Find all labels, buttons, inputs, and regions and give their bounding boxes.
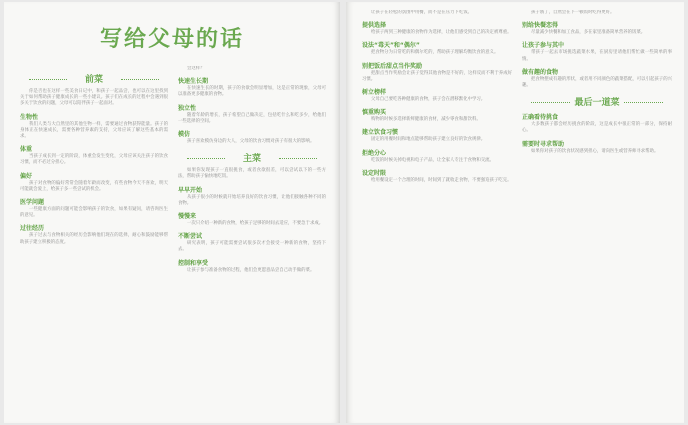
section-heading: 最后一道菜 [522, 95, 672, 108]
paragraph: 带孩子一起去市场挑选蔬菜水果，在厨房里请他们帮忙做一些简单的事情。 [522, 50, 672, 62]
paragraph: 大多数孩子都会经历挑食的阶段，这是成长中很正常的一部分，保持耐心。 [522, 122, 672, 134]
paragraph: 给用餐设定一个合理的时间，时间到了就收走食物，不要强迫孩子吃完。 [371, 177, 512, 183]
subheading: 控制和享受 [178, 259, 209, 267]
left-page [4, 2, 340, 423]
right-col-1 [362, 10, 512, 186]
subheading: 正确看待挑食 [522, 114, 559, 122]
paragraph: 会这样？ [187, 66, 205, 71]
paragraph: 当孩子成长到一定的阶段，体重会发生变化，父母应该关注孩子的饮食习惯，而不必过分担心。 [20, 154, 168, 166]
subheading: 需要时寻求帮助 [522, 140, 565, 148]
subheading: 让孩子参与其中 [522, 42, 565, 50]
subheading: 树立榜样 [362, 89, 387, 97]
subheading: 过往经历 [20, 225, 45, 233]
paragraph: 你是否也在这样一些美食日记中，和孩子一起品尝，也可以在这里找到关于如何帮助孩子健康成长的一些小建议。孩子们在成长的过程中会遇到很多关于饮食的问题，父母可以陪伴孩子一起面对。 [20, 89, 168, 107]
paragraph: 一次只介绍一种新的食物，给孩子足够的时间去适应，不要急于求成。 [187, 221, 324, 227]
subheading: 别把饭后甜点当作奖励 [362, 62, 423, 70]
subheading: 设定时限 [362, 169, 387, 177]
paragraph: 孩子过去与食物相关的经历会影响他们现在的选择，耐心和鼓励能够帮助孩子建立积极的态度。 [20, 233, 168, 245]
paragraph: 我们人类与大自然里的其他生物一样，需要通过食物获得能量。孩子的身体正在快速成长，需要各种营养素的支持，父母应该了解这些基本的需求。 [20, 121, 168, 140]
left-columns [20, 66, 326, 276]
left-col-1 [20, 66, 168, 276]
paragraph: 给孩子两到三种健康的食物作为选择，让他们感受到自己的决定被尊重。 [371, 30, 512, 36]
subheading: 别给快餐恋得 [522, 22, 559, 30]
right-col-2 [522, 10, 672, 186]
subheading: 偏好 [20, 172, 33, 180]
subheading: 早早开始 [178, 186, 203, 194]
right-page [346, 2, 684, 423]
subheading: 模仿 [178, 131, 191, 139]
subheading: 生物性 [20, 113, 39, 121]
subheading: 医学问题 [20, 199, 45, 207]
paragraph: 在快速生长的时期，孩子的食欲会明显增加，这是正常的现象，父母可以准备更多健康的食物。 [178, 86, 326, 98]
subheading: 体重 [20, 146, 33, 154]
paragraph: 购物的时候多选择新鲜健康的食材，减少零食和甜饮料。 [371, 117, 481, 123]
paragraph: 固定的用餐时间和地点能够帮助孩子建立良好的饮食规律。 [371, 137, 486, 143]
paragraph: 随着年龄的增长，孩子希望自己做决定，包括吃什么和吃多少，给他们一些选择的空间。 [178, 112, 326, 124]
subheading: 慢慢来 [178, 213, 197, 221]
paragraph: 孩子对食物的偏好常常会随着年龄而改变，有些食物今天不喜欢，明天可能就会爱上，给孩子多一些尝试的机会。 [20, 180, 168, 192]
paragraph: 如果你发现孩子一直很挑食，或者食欲很差，可以尝试以下的一些方法，帮助孩子愉快地吃饭。 [178, 168, 326, 180]
subheading: 不断尝试 [178, 233, 203, 241]
subheading: 做有趣的食物 [522, 68, 559, 76]
section-heading: 主菜 [178, 151, 326, 164]
subheading: 快速生长期 [178, 78, 209, 86]
right-columns [362, 10, 672, 186]
subheading: 提供选择 [362, 22, 387, 30]
paragraph: 尽量减少快餐和加工食品，多在家里准备简单营养的饭菜。 [531, 30, 646, 36]
paragraph: 吃饭的时候关掉电视和电子产品，让全家人专注于食物和交流。 [371, 157, 494, 163]
paragraph: 孩子喜欢模仿身边的大人，父母的饮食习惯对孩子有很大的影响。 [187, 139, 315, 145]
paragraph: 如果你对孩子的饮食状况感到担心，请向医生或营养师寻求帮助。 [531, 148, 659, 154]
subheading: 设法“毒天”和“偶尔” [362, 42, 420, 50]
paragraph: 父母自己要吃各种健康的食物，孩子会在潜移默化中学习。 [371, 97, 486, 103]
paragraph: 让孩子参与准备食物的过程，他们会更愿意品尝自己动手做的菜。 [187, 267, 315, 273]
paragraph: 从孩子很小的时候就开始培养良好的饮食习惯，让他们接触各种不同的食物。 [178, 194, 326, 206]
paragraph: 把食物分为日常吃的和偶尔吃的，帮助孩子理解均衡饮食的意义。 [371, 50, 499, 56]
paragraph: 一些健康方面的问题可能会影响孩子的饮食，如果有疑问，请咨询医生的意见。 [20, 207, 168, 219]
subheading: 慎重购买 [362, 109, 387, 117]
book-spread [4, 2, 684, 423]
section-heading: 前菜 [20, 72, 168, 85]
subheading: 拒绝分心 [362, 149, 387, 157]
subheading: 建立饮食习惯 [362, 129, 399, 137]
subheading: 独立性 [178, 104, 197, 112]
paragraph: 让孩子在轻松的氛围中用餐，而不是在压力下吃饭。 [371, 10, 472, 15]
paragraph: 把食物摆成有趣的形状，或者用不同颜色的蔬菜搭配，可以引起孩子的兴趣。 [522, 76, 672, 89]
left-col-2 [178, 66, 326, 276]
paragraph: 把甜点当作奖励会让孩子觉得其他食物是不好的，这样反而不利于养成好习惯。 [362, 70, 512, 82]
paragraph: 孩子饿了，自然会在下一顿饭时吃得更好。 [531, 10, 615, 15]
paragraph: 研究表明，孩子可能需要尝试很多次才会接受一种新的食物，坚持下去。 [178, 241, 326, 253]
page-title: 写给父母的话 [99, 26, 244, 52]
